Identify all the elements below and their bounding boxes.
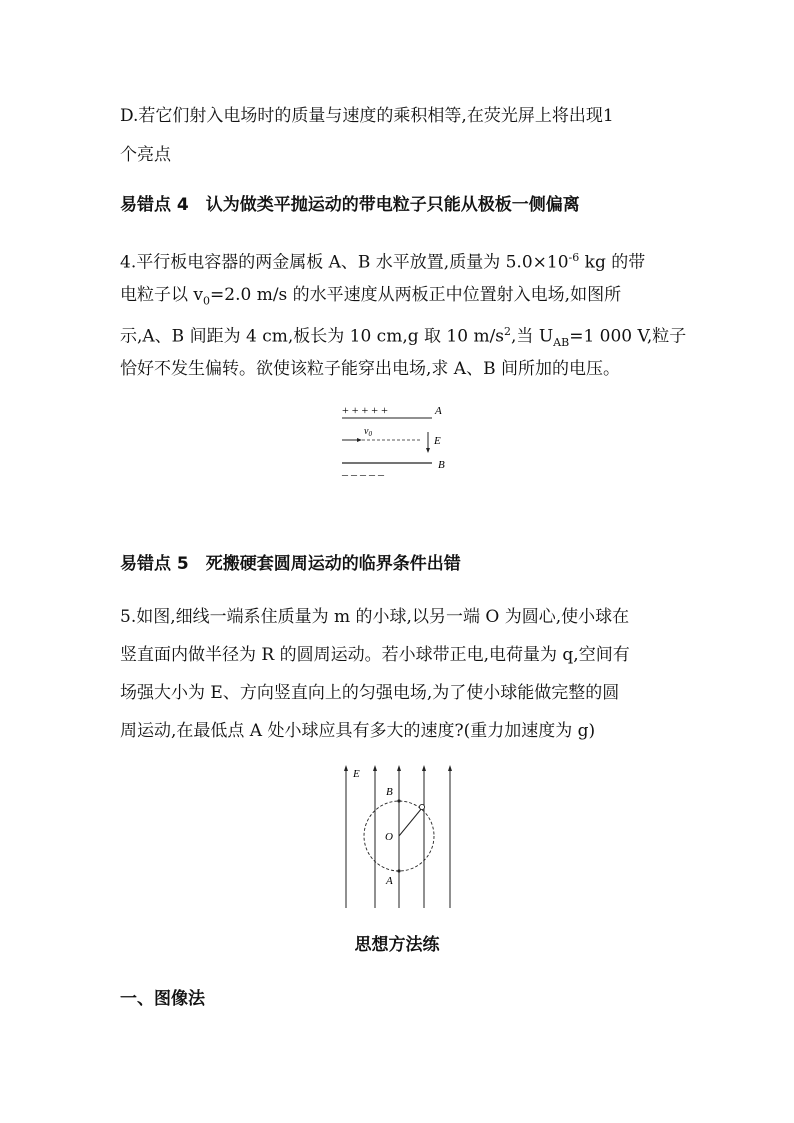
subsection-title: 一、图像法	[120, 989, 205, 1009]
q4-text: =1 000 V,粒子	[569, 326, 687, 347]
q4-text: 电粒子以 v	[120, 285, 204, 305]
question-4-line-4: 恰好不发生偏转。欲使该粒子能穿出电场,求 A、B 间所加的电压。	[120, 359, 620, 379]
error-point-5-heading: 易错点 5 死搬硬套圆周运动的临界条件出错	[120, 554, 461, 574]
option-d-line-1: D.若它们射入电场时的质量与速度的乘积相等,在荧光屏上将出现1	[120, 106, 614, 126]
field-arrowhead	[397, 765, 401, 771]
plate-b-label: B	[438, 459, 445, 471]
string-radius	[399, 808, 422, 836]
q4-text: ,当 U	[511, 326, 554, 347]
field-arrowhead	[373, 765, 377, 771]
field-arrowhead	[344, 765, 348, 771]
plate-a-charges: + + + + +	[342, 403, 388, 417]
field-label: E	[434, 435, 441, 447]
question-5-line-1: 5.如图,细线一端系住质量为 m 的小球,以另一端 O 为圆心,使小球在	[120, 607, 630, 627]
q4-text: kg 的带	[579, 252, 646, 273]
error-point-4-heading: 易错点 4 认为做类平抛运动的带电粒子只能从极板一侧偏离	[120, 195, 580, 215]
field-arrowhead	[422, 765, 426, 771]
field-label: E	[353, 768, 360, 780]
point-b-dot	[397, 799, 400, 802]
q4-text: 4.平行板电容器的两金属板 A、B 水平放置,质量为 5.0×10	[120, 252, 569, 273]
circular-motion-figure	[338, 762, 458, 910]
option-d-line-2: 个亮点	[120, 145, 171, 165]
question-4-line-2	[120, 283, 621, 313]
field-arrowhead	[448, 765, 452, 771]
q4-text: 示,A、B 间距为 4 cm,板长为 10 cm,g 取 10 m/s	[120, 326, 505, 347]
velocity-label: $v_0$	[364, 426, 372, 438]
velocity-arrowhead	[357, 438, 362, 442]
question-4-line-1	[120, 246, 645, 275]
plate-a-label: A	[435, 405, 442, 417]
point-b-label: B	[386, 786, 393, 798]
q4-text: =2.0 m/s 的水平速度从两板正中位置射入电场,如图所	[210, 285, 622, 305]
center-o-label: O	[385, 831, 393, 843]
q4-exponent: -6	[568, 251, 580, 264]
ball	[419, 804, 424, 809]
capacitor-figure	[330, 398, 460, 483]
plate-b-charges: – – – – –	[342, 467, 384, 481]
field-arrowhead	[426, 448, 430, 453]
point-a-label: A	[386, 875, 393, 887]
q4-subscript: AB	[553, 336, 570, 350]
question-5-line-3: 场强大小为 E、方向竖直向上的匀强电场,为了使小球能做完整的圆	[120, 683, 620, 703]
point-a-dot	[397, 869, 400, 872]
q4-subscript: 0	[203, 294, 211, 308]
question-4-line-3	[120, 320, 686, 355]
q4-exponent: 2	[504, 325, 512, 338]
question-5-line-4: 周运动,在最低点 A 处小球应具有多大的速度?(重力加速度为 g)	[120, 721, 596, 741]
section-title: 思想方法练	[354, 935, 440, 955]
question-5-line-2: 竖直面内做半径为 R 的圆周运动。若小球带正电,电荷量为 q,空间有	[120, 645, 630, 665]
